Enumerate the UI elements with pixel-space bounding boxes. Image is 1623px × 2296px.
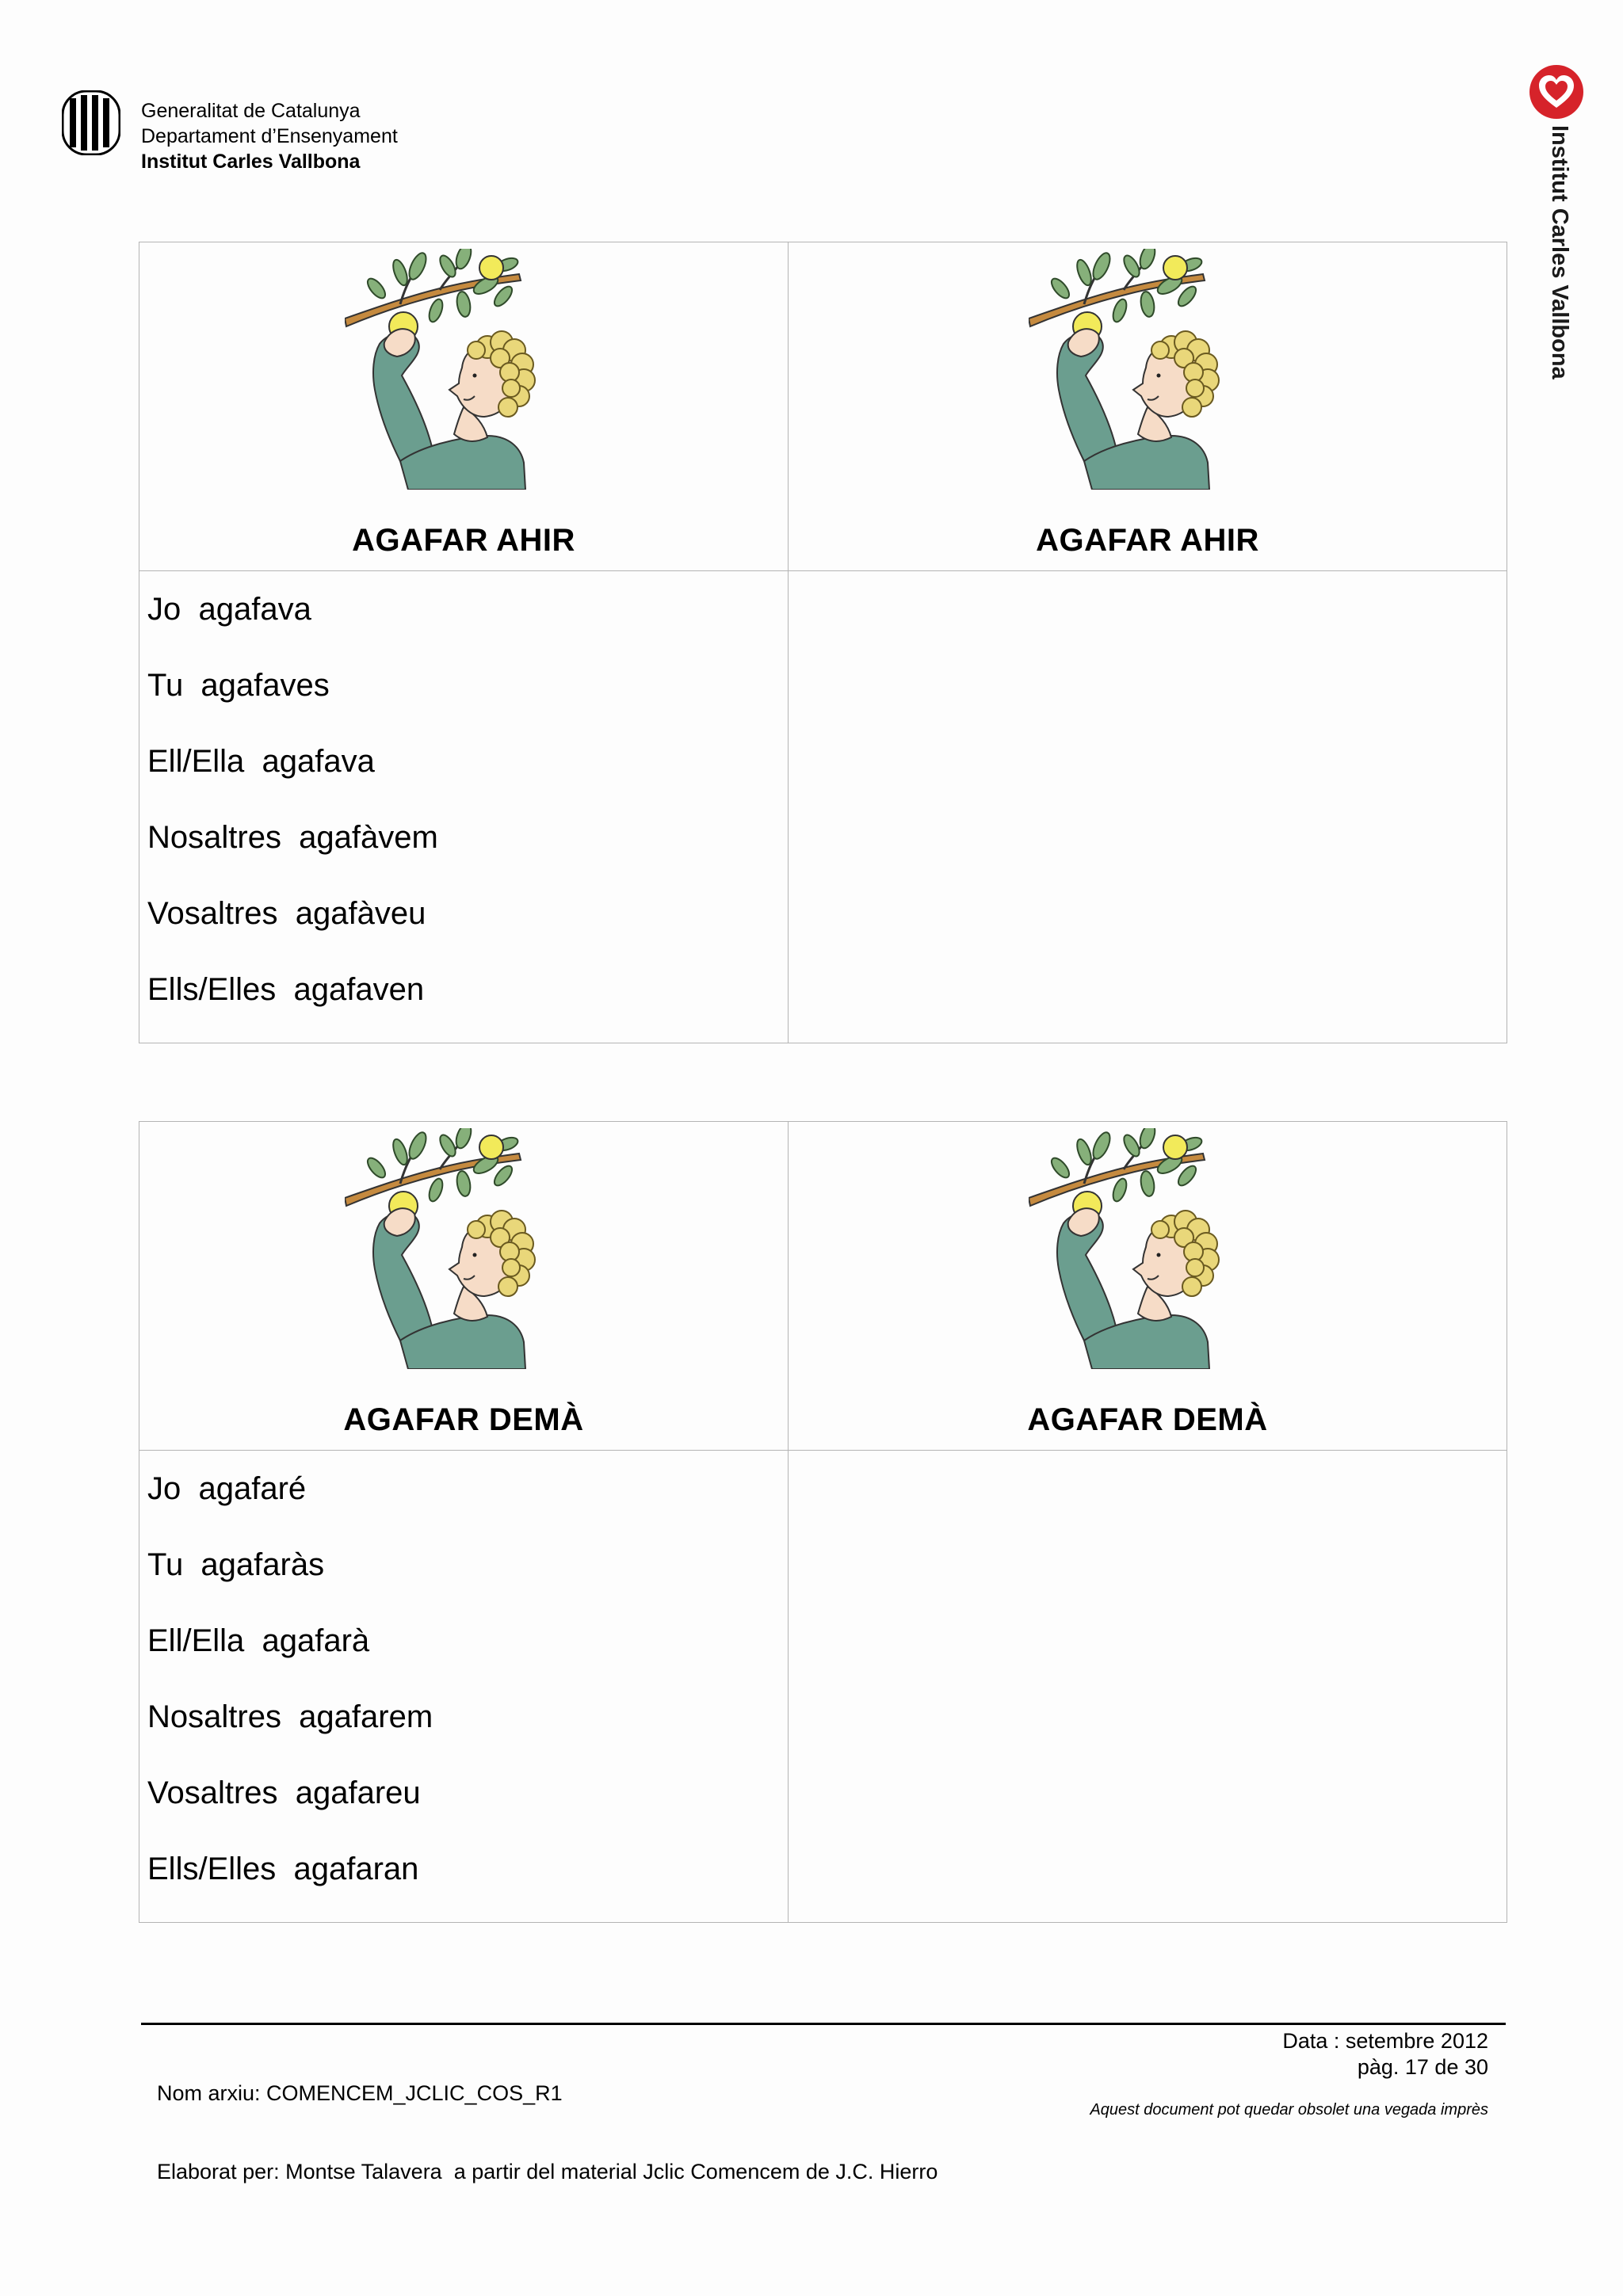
footer-author: Elaborat per: Montse Talavera a partir del material Jclic Comencem de J.C. Hierro — [157, 2160, 938, 2183]
side-brand-text: Institut Carles Vallbona — [1547, 125, 1572, 379]
conjugation-item: Tu agafaves — [147, 668, 330, 703]
footer-file-name: Nom arxiu: COMENCEM_JCLIC_COS_R1 — [157, 2081, 563, 2105]
header-line-institute: Institut Carles Vallbona — [141, 151, 361, 173]
conjugation-item: Ells/Elles agafaran — [147, 1852, 419, 1886]
card-body-row — [139, 571, 1507, 1043]
conjugation-item: Vosaltres agafareu — [147, 1775, 421, 1810]
conjugation-list — [139, 1451, 788, 1923]
card-header-row — [139, 1122, 1507, 1451]
card-title-left: AGAFAR DEMÀ — [343, 1402, 584, 1437]
conjugation-item: Ell/Ella agafava — [147, 744, 375, 779]
conjugation-item: Jo agafava — [147, 592, 311, 627]
conjugation-list — [139, 571, 788, 1043]
conjugation-item: Tu agafaràs — [147, 1547, 325, 1582]
conjugation-card-future — [139, 1121, 1507, 1923]
footer-left — [157, 2028, 938, 2211]
boy-picking-apple-illustration — [1029, 249, 1266, 490]
conjugation-cell — [139, 571, 789, 1043]
conjugation-item: Jo agafaré — [147, 1471, 307, 1506]
footer-date: Data : setembre 2012 — [1282, 2029, 1488, 2053]
header-line-department: Departament d’Ensenyament — [141, 125, 398, 147]
card-title-right: AGAFAR DEMÀ — [1027, 1402, 1268, 1437]
conjugation-item: Nosaltres agafarem — [147, 1699, 433, 1734]
conjugation-cell — [139, 1451, 789, 1922]
footer-divider — [141, 2023, 1506, 2025]
boy-picking-apple-illustration — [1029, 1128, 1266, 1369]
conjugation-item: Nosaltres agafàvem — [147, 820, 438, 855]
conjugation-item: Ells/Elles agafaven — [147, 972, 425, 1007]
card-header-left — [139, 242, 789, 570]
footer-right — [1282, 2028, 1488, 2081]
card-title-right: AGAFAR AHIR — [1036, 523, 1259, 558]
boy-picking-apple-illustration — [345, 249, 582, 490]
card-header-right — [789, 1122, 1507, 1450]
institut-heart-logo-icon — [1528, 63, 1585, 120]
card-header-right — [789, 242, 1507, 570]
conjugation-card-past — [139, 242, 1507, 1043]
header-line-generalitat: Generalitat de Catalunya — [141, 100, 361, 122]
card-header-row — [139, 242, 1507, 571]
footer-disclaimer: Aquest document pot quedar obsolet una vegada imprès — [1090, 2101, 1488, 2119]
footer-page-number: pàg. 17 de 30 — [1357, 2055, 1488, 2079]
generalitat-emblem-icon — [62, 90, 120, 155]
blank-answer-cell — [789, 571, 1507, 1043]
blank-answer-cell — [789, 1451, 1507, 1922]
card-body-row — [139, 1451, 1507, 1922]
side-brand — [1525, 63, 1588, 380]
card-header-left — [139, 1122, 789, 1450]
header-institution — [141, 98, 398, 174]
conjugation-item: Vosaltres agafàveu — [147, 896, 426, 931]
boy-picking-apple-illustration — [345, 1128, 582, 1369]
conjugation-item: Ell/Ella agafarà — [147, 1623, 370, 1658]
card-title-left: AGAFAR AHIR — [352, 523, 575, 558]
